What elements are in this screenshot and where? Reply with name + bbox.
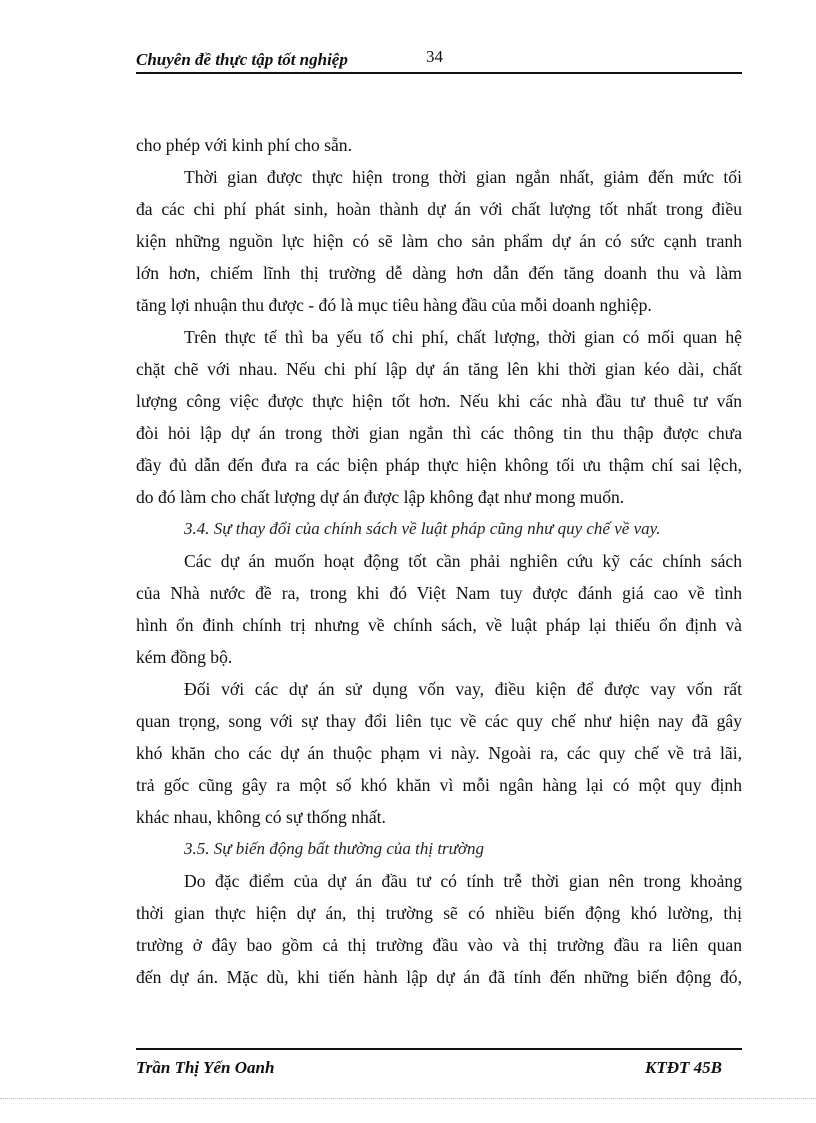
body-text	[136, 129, 742, 993]
text-line: của Nhà nước đề ra, trong khi đó Việt Nam tuy được đánh giá cao về tình	[136, 583, 742, 603]
text-line: kiện những nguồn lực hiện có sẽ làm cho sản phẩm dự án có sức cạnh tranh	[136, 231, 742, 251]
section-heading: 3.4. Sự thay đổi của chính sách về luật pháp cũng như quy chế về vay.	[184, 519, 661, 538]
author-name: Trần Thị Yến Oanh	[136, 1058, 275, 1077]
header-title: Chuyên đề thực tập tốt nghiệp	[136, 50, 348, 69]
text-line: quan trọng, song với sự thay đổi liên tục về các quy chế như hiện nay đã gây	[136, 711, 742, 731]
text-line: trả gốc cũng gây ra một số khó khăn vì mỗi ngân hàng lại có một quy định	[136, 775, 742, 795]
text-line: thời gian thực hiện dự án, thị trường sẽ có nhiều biến động khó lường, thị	[136, 903, 742, 923]
section-heading: 3.5. Sự biến động bất thường của thị trường	[184, 839, 485, 858]
text-line: tăng lợi nhuận thu được - đó là mục tiêu hàng đầu của mỗi doanh nghiệp.	[136, 295, 652, 315]
text-line: Đối với các dự án sử dụng vốn vay, điều kiện để được vay vốn rất	[184, 679, 742, 699]
page-header	[136, 44, 742, 74]
text-line: do đó làm cho chất lượng dự án được lập không đạt như mong muốn.	[136, 487, 625, 507]
class-code: KTĐT 45B	[645, 1058, 722, 1077]
text-line: đa các chi phí phát sinh, hoàn thành dự án với chất lượng tốt nhất trong điều	[136, 199, 742, 219]
page-bottom-divider	[0, 1098, 816, 1099]
text-line: chặt chẽ với nhau. Nếu chi phí lập dự án tăng lên khi thời gian kéo dài, chất	[136, 359, 742, 379]
text-line: cho phép với kinh phí cho sẵn.	[136, 135, 352, 155]
text-line: trường ở đây bao gồm cả thị trường đầu vào và thị trường đầu ra liên quan	[136, 935, 742, 955]
text-line: lớn hơn, chiếm lĩnh thị trường dễ dàng hơn dẫn đến tăng doanh thu và làm	[136, 263, 742, 283]
text-line: đầy đủ dẫn đến đưa ra các biện pháp thực hiện không tối ưu thậm chí sai lệch,	[136, 455, 742, 475]
text-line: hình ổn đinh chính trị nhưng về chính sách, về luật pháp lại thiếu ổn định và	[136, 615, 742, 635]
text-line: Do đặc điểm của dự án đầu tư có tính trễ thời gian nên trong khoảng	[184, 871, 742, 891]
text-line: kém đồng bộ.	[136, 647, 233, 667]
text-line: lượng công việc được thực hiện tốt hơn. Nếu khi các nhà đầu tư thuê tư vấn	[136, 391, 742, 411]
page-number: 34	[426, 47, 443, 66]
text-line: đòi hỏi lập dự án trong thời gian ngắn thì các thông tin thu thập được chưa	[136, 423, 742, 443]
text-line: Các dự án muốn hoạt động tốt cần phải nghiên cứu kỹ các chính sách	[184, 551, 742, 571]
page-footer	[136, 1048, 742, 1080]
text-line: đến dự án. Mặc dù, khi tiến hành lập dự án đã tính đến những biến động đó,	[136, 967, 742, 987]
text-line: Trên thực tế thì ba yếu tố chi phí, chất lượng, thời gian có mối quan hệ	[184, 327, 742, 347]
text-line: khó khăn cho các dự án thuộc phạm vi này. Ngoài ra, các quy chế về trả lãi,	[136, 743, 742, 763]
text-line: Thời gian được thực hiện trong thời gian ngắn nhất, giảm đến mức tối	[184, 167, 742, 187]
text-line: khác nhau, không có sự thống nhất.	[136, 807, 386, 827]
